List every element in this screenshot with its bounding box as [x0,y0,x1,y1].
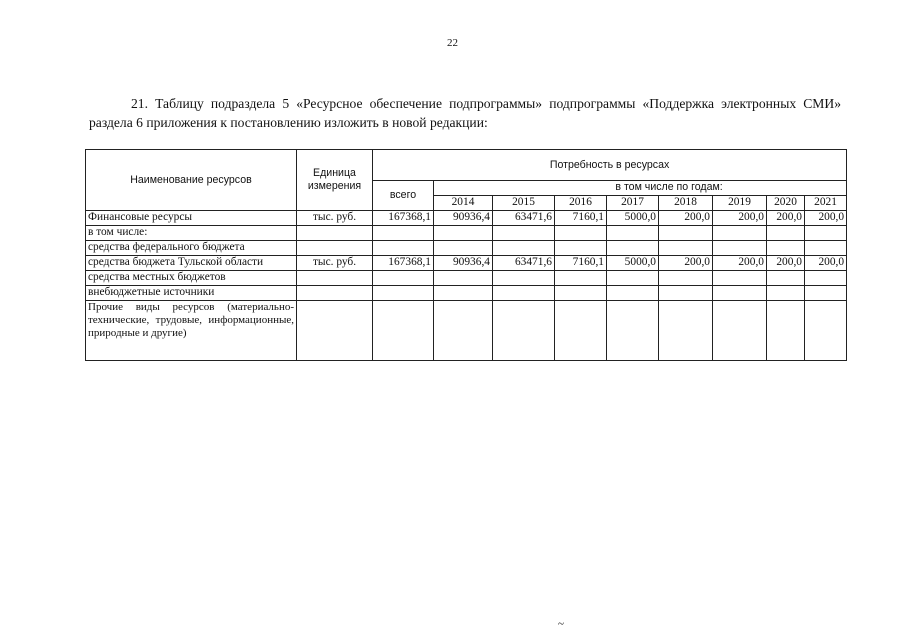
year-cell: 2014 [434,196,493,211]
value-cell: 200,0 [659,211,713,226]
value-cell [493,286,555,301]
header-including-years: в том числе по годам: [434,181,847,196]
value-cell [607,301,659,361]
value-cell [434,286,493,301]
value-cell [713,226,767,241]
value-cell [434,241,493,256]
value-cell: 5000,0 [607,211,659,226]
value-cell: 167368,1 [373,211,434,226]
value-cell [659,271,713,286]
table-row [86,301,847,361]
value-cell [373,241,434,256]
row-unit [297,241,373,256]
value-cell [767,286,805,301]
value-cell [805,301,847,361]
value-cell [434,271,493,286]
row-label: внебюджетные источники [86,286,297,301]
value-cell [767,241,805,256]
header-total: всего [373,181,434,211]
value-cell: 7160,1 [555,256,607,271]
value-cell: 90936,4 [434,256,493,271]
value-cell: 200,0 [767,256,805,271]
value-cell [373,226,434,241]
value-cell [805,271,847,286]
value-cell: 90936,4 [434,211,493,226]
header-name: Наименование ресурсов [86,150,297,211]
value-cell [805,226,847,241]
row-unit [297,226,373,241]
body-paragraph: 21. Таблицу подраздела 5 «Ресурсное обеспечение подпрограммы» подпрограммы «Поддержка электронных СМИ» раздела 6 приложения к постановлению изложить в новой редакции: [89,96,841,130]
value-cell [555,301,607,361]
table-row [86,226,847,241]
year-cell: 2016 [555,196,607,211]
value-cell [607,271,659,286]
header-need: Потребность в ресурсах [373,150,847,181]
table-row [86,241,847,256]
header-unit: Единица измерения [297,150,373,211]
resource-table [85,149,847,361]
row-unit [297,271,373,286]
value-cell: 167368,1 [373,256,434,271]
table-row [86,271,847,286]
value-cell [805,241,847,256]
year-cell: 2021 [805,196,847,211]
value-cell: 200,0 [713,256,767,271]
value-cell [493,226,555,241]
value-cell [373,271,434,286]
header-row-1 [86,150,847,181]
value-cell [713,241,767,256]
value-cell [493,301,555,361]
value-cell [555,271,607,286]
value-cell: 200,0 [805,211,847,226]
value-cell [767,301,805,361]
value-cell [555,241,607,256]
row-label: средства бюджета Тульской области [86,256,297,271]
value-cell [607,226,659,241]
value-cell [713,301,767,361]
row-label: Прочие виды ресурсов (материально-технические, трудовые, информационные, природные и другие) [86,301,297,361]
year-cell: 2015 [493,196,555,211]
table-row [86,211,847,226]
value-cell [555,226,607,241]
row-unit: тыс. руб. [297,211,373,226]
value-cell [767,226,805,241]
value-cell [659,286,713,301]
value-cell [607,241,659,256]
value-cell [373,301,434,361]
value-cell [373,286,434,301]
table-row [86,256,847,271]
value-cell [659,241,713,256]
value-cell [555,286,607,301]
year-cell: 2019 [713,196,767,211]
value-cell [493,271,555,286]
year-cell: 2017 [607,196,659,211]
row-label: в том числе: [86,226,297,241]
value-cell: 7160,1 [555,211,607,226]
row-label: средства местных бюджетов [86,271,297,286]
value-cell: 63471,6 [493,256,555,271]
value-cell [805,286,847,301]
table-row [86,286,847,301]
value-cell: 200,0 [713,211,767,226]
value-cell [434,301,493,361]
value-cell: 63471,6 [493,211,555,226]
value-cell [659,301,713,361]
value-cell [434,226,493,241]
row-unit [297,286,373,301]
row-label: Финансовые ресурсы [86,211,297,226]
value-cell: 5000,0 [607,256,659,271]
row-label: средства федерального бюджета [86,241,297,256]
row-unit [297,301,373,361]
value-cell: 200,0 [767,211,805,226]
value-cell [713,271,767,286]
value-cell [659,226,713,241]
value-cell [493,241,555,256]
value-cell [767,271,805,286]
value-cell [607,286,659,301]
value-cell: 200,0 [805,256,847,271]
row-unit: тыс. руб. [297,256,373,271]
year-cell: 2018 [659,196,713,211]
bottom-mark: ~ [558,618,564,630]
value-cell [713,286,767,301]
value-cell: 200,0 [659,256,713,271]
page-number: 22 [447,37,458,49]
year-cell: 2020 [767,196,805,211]
